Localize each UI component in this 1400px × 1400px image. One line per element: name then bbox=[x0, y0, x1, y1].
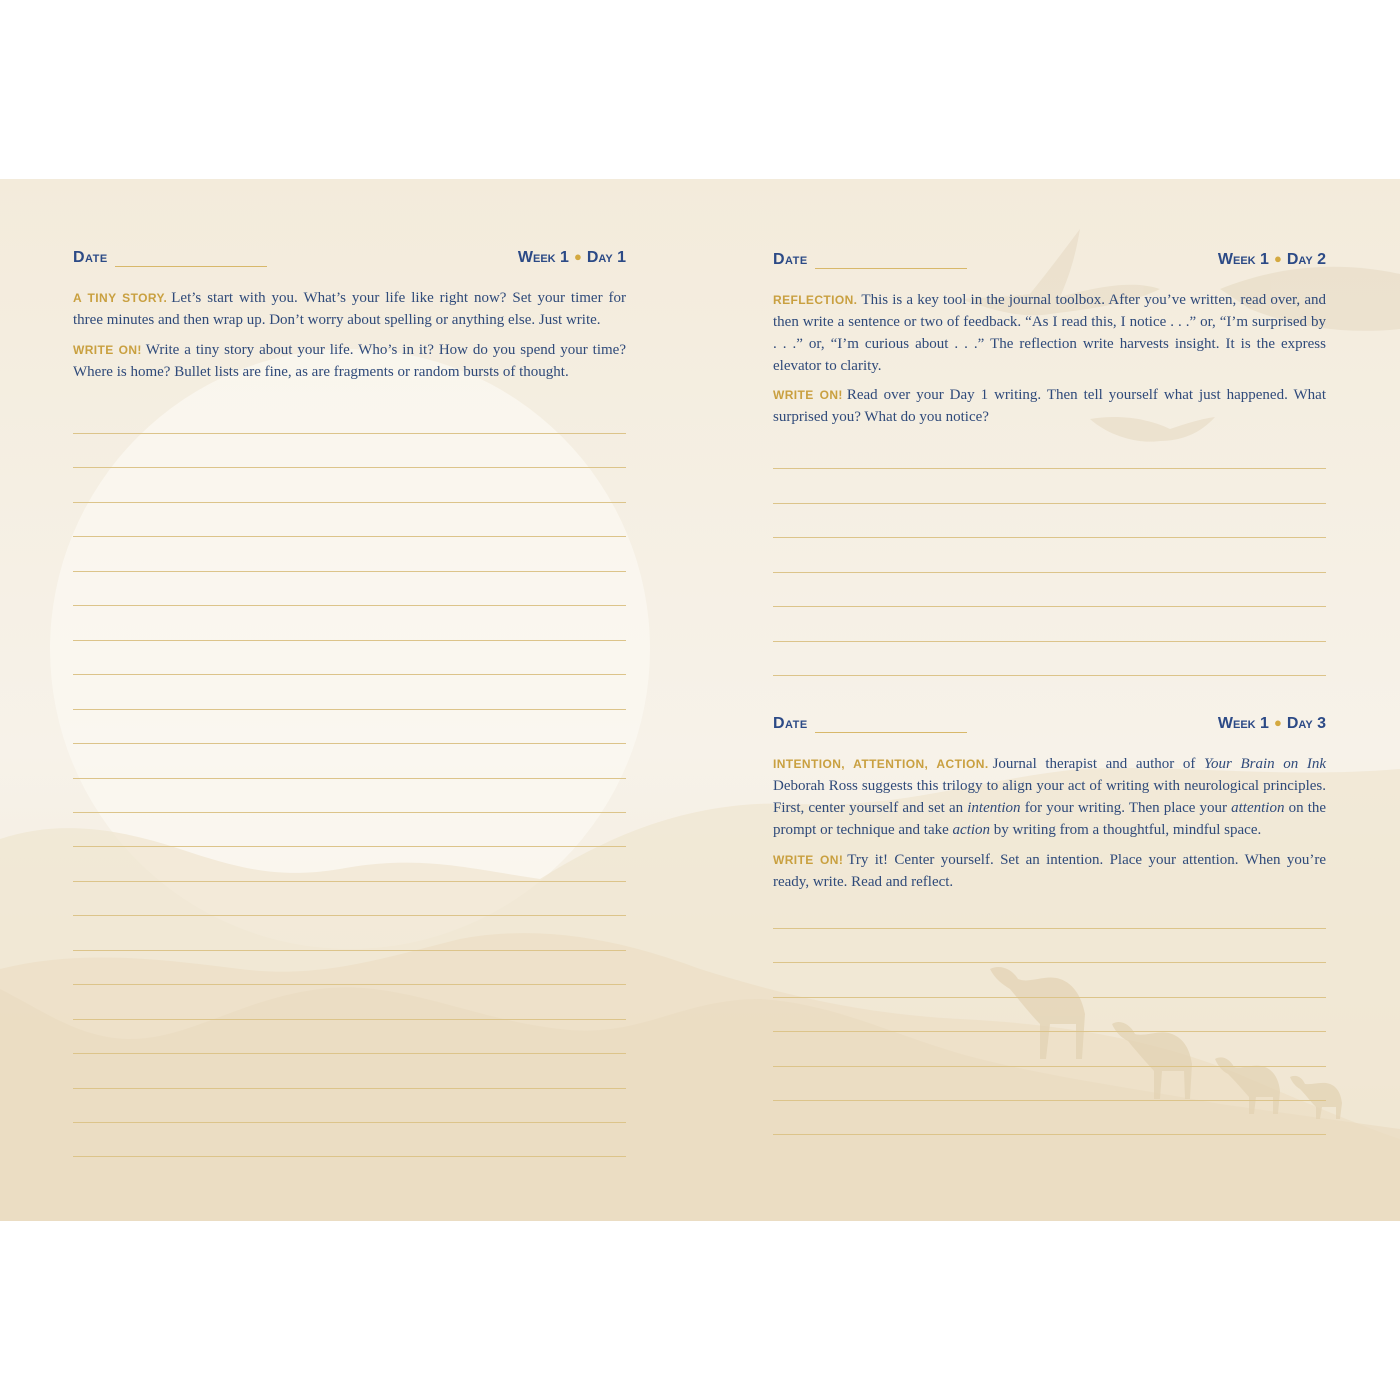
writing-line[interactable] bbox=[73, 881, 626, 882]
writing-line[interactable] bbox=[73, 1088, 626, 1089]
writing-line[interactable] bbox=[73, 1122, 626, 1123]
writing-lines[interactable] bbox=[73, 249, 626, 1159]
writing-line[interactable] bbox=[73, 1053, 626, 1054]
writing-line[interactable] bbox=[773, 572, 1326, 573]
writing-line[interactable] bbox=[73, 536, 626, 537]
right-page-day-3 bbox=[773, 715, 1326, 1160]
writing-line[interactable] bbox=[773, 1134, 1326, 1135]
write-on-text: Write a tiny story about your life. Who’s in it? How do you spend your time? Where is home? Bullet lists are fine, as are fragments or random bursts of thought. bbox=[73, 342, 626, 380]
writing-line[interactable] bbox=[773, 997, 1326, 998]
writing-line[interactable] bbox=[773, 537, 1326, 538]
writing-line[interactable] bbox=[73, 571, 626, 572]
bullet-dot-icon: ● bbox=[1273, 715, 1282, 730]
writing-line[interactable] bbox=[773, 468, 1326, 469]
writing-line[interactable] bbox=[73, 846, 626, 847]
week-day-label: Week 1 ● Day 2 bbox=[1217, 251, 1326, 268]
prompt-text: This is a key tool in the journal toolbox. After you’ve written, read over, and then write a sentence or two of feedback. “As I read this, I notice . . .” or, “I’m surprised by . . .” or, “I’m curious about . . .” The reflection write harvests insight. It is the express elevator to clarity. bbox=[773, 292, 1326, 374]
writing-line[interactable] bbox=[773, 606, 1326, 607]
prompt-label: A TINY STORY. bbox=[73, 291, 168, 305]
writing-line[interactable] bbox=[773, 641, 1326, 642]
writing-line[interactable] bbox=[73, 605, 626, 606]
book-title: Your Brain on Ink bbox=[1204, 756, 1327, 772]
writing-line[interactable] bbox=[73, 1019, 626, 1020]
write-on-text: Try it! Center yourself. Set an intention. Place your attention. When you’re ready, write. Read and reflect. bbox=[773, 852, 1326, 890]
write-on-label: WRITE ON! bbox=[773, 388, 843, 402]
writing-line[interactable] bbox=[773, 1100, 1326, 1101]
prompt-paragraph: INTENTION, ATTENTION, ACTION. Journal therapist and author of Your Brain on Ink Deborah Ross suggests this trilogy to align your act of writing with neurological principles. First, center yourself and set an intention for your writing. Then place your attention on the prompt or technique and take action by writing from a thoughtful, mindful space. bbox=[773, 756, 1327, 838]
writing-line[interactable] bbox=[73, 467, 626, 468]
writing-line[interactable] bbox=[773, 1031, 1326, 1032]
date-label: Date bbox=[773, 715, 808, 732]
date-label: Date bbox=[773, 251, 808, 268]
writing-line[interactable] bbox=[73, 640, 626, 641]
writing-line[interactable] bbox=[73, 812, 626, 813]
prompt-label: REFLECTION. bbox=[773, 293, 858, 307]
writing-line[interactable] bbox=[73, 433, 626, 434]
writing-line[interactable] bbox=[773, 1066, 1326, 1067]
bullet-dot-icon: ● bbox=[573, 249, 582, 264]
date-label: Date bbox=[73, 249, 108, 266]
week-day-label: Week 1 ● Day 1 bbox=[517, 249, 626, 266]
writing-line[interactable] bbox=[773, 928, 1326, 929]
bullet-dot-icon: ● bbox=[1273, 251, 1282, 266]
writing-line[interactable] bbox=[773, 962, 1326, 963]
writing-line[interactable] bbox=[73, 502, 626, 503]
right-page-day-2 bbox=[773, 251, 1326, 681]
writing-lines[interactable] bbox=[773, 251, 1326, 681]
write-on-text: Read over your Day 1 writing. Then tell yourself what just happened. What surprised you? What do you notice? bbox=[773, 387, 1327, 425]
writing-line[interactable] bbox=[73, 915, 626, 916]
writing-lines[interactable] bbox=[773, 715, 1326, 1160]
writing-line[interactable] bbox=[73, 674, 626, 675]
writing-line[interactable] bbox=[73, 778, 626, 779]
write-on-label: WRITE ON! bbox=[773, 853, 844, 867]
writing-line[interactable] bbox=[73, 950, 626, 951]
writing-line[interactable] bbox=[73, 1156, 626, 1157]
prompt-text: Let’s start with you. What’s your life like right now? Set your timer for three minutes and then wrap up. Don’t worry about spelling or anything else. Just write. bbox=[73, 290, 626, 328]
write-on-label: WRITE ON! bbox=[73, 343, 142, 357]
writing-line[interactable] bbox=[773, 675, 1326, 676]
writing-line[interactable] bbox=[773, 503, 1326, 504]
writing-line[interactable] bbox=[73, 743, 626, 744]
writing-line[interactable] bbox=[73, 984, 626, 985]
writing-line[interactable] bbox=[73, 709, 626, 710]
week-day-label: Week 1 ● Day 3 bbox=[1217, 715, 1326, 732]
left-page bbox=[73, 249, 626, 1159]
prompt-label: INTENTION, ATTENTION, ACTION. bbox=[773, 757, 989, 771]
journal-spread bbox=[0, 179, 1400, 1221]
